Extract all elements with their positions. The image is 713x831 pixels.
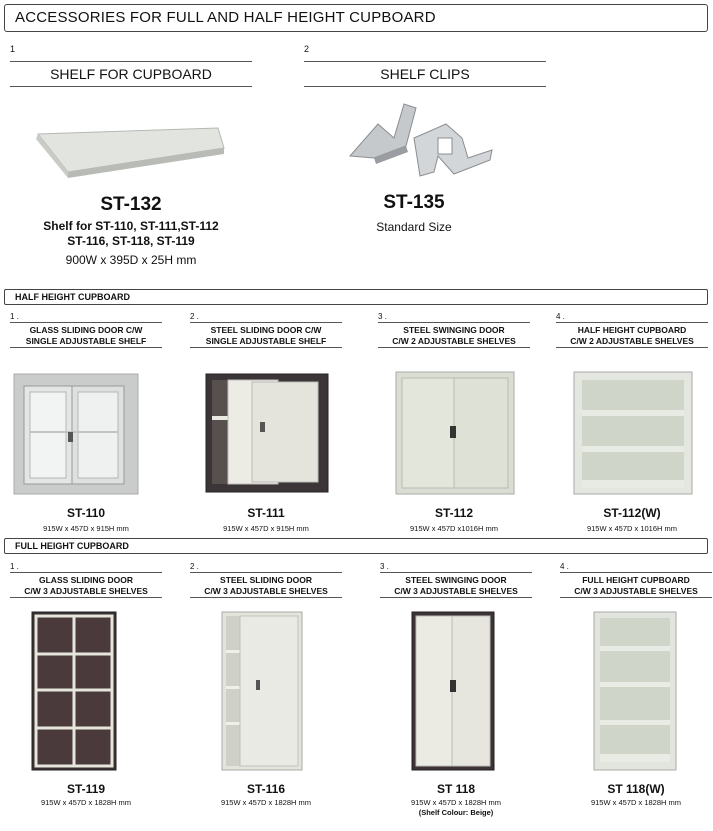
heading-line2: SINGLE ADJUSTABLE SHELF <box>205 336 327 346</box>
product-dims: 915W x 457D x 1828H mm <box>40 798 132 807</box>
heading-line1: GLASS SLIDING DOOR <box>39 575 133 585</box>
heading-line2: SINGLE ADJUSTABLE SHELF <box>25 336 147 346</box>
cupboard-image <box>572 370 696 500</box>
shelf-clips-image <box>344 98 496 180</box>
heading-line1: STEEL SLIDING DOOR <box>220 575 312 585</box>
product-dims: 915W x 457D x1016H mm <box>410 524 498 533</box>
product-code: ST-111 <box>247 506 285 520</box>
item-number: 3 . <box>380 562 389 571</box>
heading-line1: HALF HEIGHT CUPBOARD <box>577 325 687 335</box>
item-number: 4 . <box>560 562 569 571</box>
product-dims: 915W x 457D x 915H mm <box>223 524 309 533</box>
heading-line2: C/W 3 ADJUSTABLE SHELVES <box>24 586 148 596</box>
product-code: ST-135 <box>383 192 445 213</box>
heading-line2: C/W 3 ADJUSTABLE SHELVES <box>574 586 698 596</box>
product-note: (Shelf Colour: Beige) <box>418 808 494 817</box>
product-heading <box>556 322 708 348</box>
product-code: ST 118(W) <box>607 782 665 796</box>
item-number: 1 . <box>10 562 19 571</box>
product-dims: 915W x 457D x 1016H mm <box>586 524 678 533</box>
item-number: 1 . <box>10 44 16 64</box>
heading-line1: STEEL SWINGING DOOR <box>403 325 505 335</box>
cupboard-image <box>410 610 498 774</box>
item-number: 2 . <box>190 562 199 571</box>
heading-line2: C/W 3 ADJUSTABLE SHELVES <box>204 586 328 596</box>
product-size: 900W x 395D x 25H mm <box>65 253 197 267</box>
product-code: ST-132 <box>100 194 162 215</box>
cupboard-image <box>220 610 306 774</box>
heading-line1: GLASS SLIDING DOOR C/W <box>29 325 143 335</box>
item-number: 3 . <box>378 312 387 321</box>
product-dims: 915W x 457D x 1828H mm <box>220 798 312 807</box>
heading-line2: C/W 2 ADJUSTABLE SHELVES <box>392 336 516 346</box>
shelf-image <box>28 124 228 180</box>
product-desc-line2: ST-116, ST-118, ST-119 <box>67 234 195 248</box>
heading-line1: STEEL SWINGING DOOR <box>405 575 507 585</box>
product-code: ST-116 <box>246 782 286 796</box>
product-desc-line1: Shelf for ST-110, ST-111,ST-112 <box>43 219 219 233</box>
product-dims: 915W x 457D x 1828H mm <box>410 798 502 807</box>
product-heading <box>190 322 342 348</box>
section-title-full-height: FULL HEIGHT CUPBOARD <box>4 538 708 554</box>
accessory-heading: SHELF CLIPS <box>304 61 546 87</box>
product-heading <box>378 322 530 348</box>
product-code: ST-119 <box>66 782 106 796</box>
item-number: 4 . <box>556 312 565 321</box>
cupboard-image <box>394 370 518 500</box>
section-title-half-height: HALF HEIGHT CUPBOARD <box>4 289 708 305</box>
page-title: ACCESSORIES FOR FULL AND HALF HEIGHT CUPBOARD <box>4 4 708 32</box>
product-heading <box>560 572 712 598</box>
product-heading <box>190 572 342 598</box>
product-heading <box>380 572 532 598</box>
cupboard-image <box>204 372 330 498</box>
product-size: Standard Size <box>376 220 452 234</box>
product-heading <box>10 322 162 348</box>
accessory-heading: SHELF FOR CUPBOARD <box>10 61 252 87</box>
cupboard-image <box>592 610 680 774</box>
product-heading <box>10 572 162 598</box>
heading-line2: C/W 3 ADJUSTABLE SHELVES <box>394 586 518 596</box>
product-dims: 915W x 457D x 1828H mm <box>590 798 682 807</box>
product-code: ST 118 <box>436 782 476 796</box>
item-number: 2 . <box>304 44 310 64</box>
product-code: ST-110 <box>66 506 106 520</box>
product-code: ST-112(W) <box>603 506 661 520</box>
item-number: 2 . <box>190 312 199 321</box>
product-code: ST-112 <box>434 506 474 520</box>
heading-line1: FULL HEIGHT CUPBOARD <box>582 575 690 585</box>
cupboard-image <box>12 372 142 498</box>
heading-line1: STEEL SLIDING DOOR C/W <box>210 325 322 335</box>
cupboard-image <box>30 610 120 774</box>
product-dims: 915W x 457D x 915H mm <box>43 524 129 533</box>
heading-line2: C/W 2 ADJUSTABLE SHELVES <box>570 336 694 346</box>
item-number: 1 . <box>10 312 19 321</box>
